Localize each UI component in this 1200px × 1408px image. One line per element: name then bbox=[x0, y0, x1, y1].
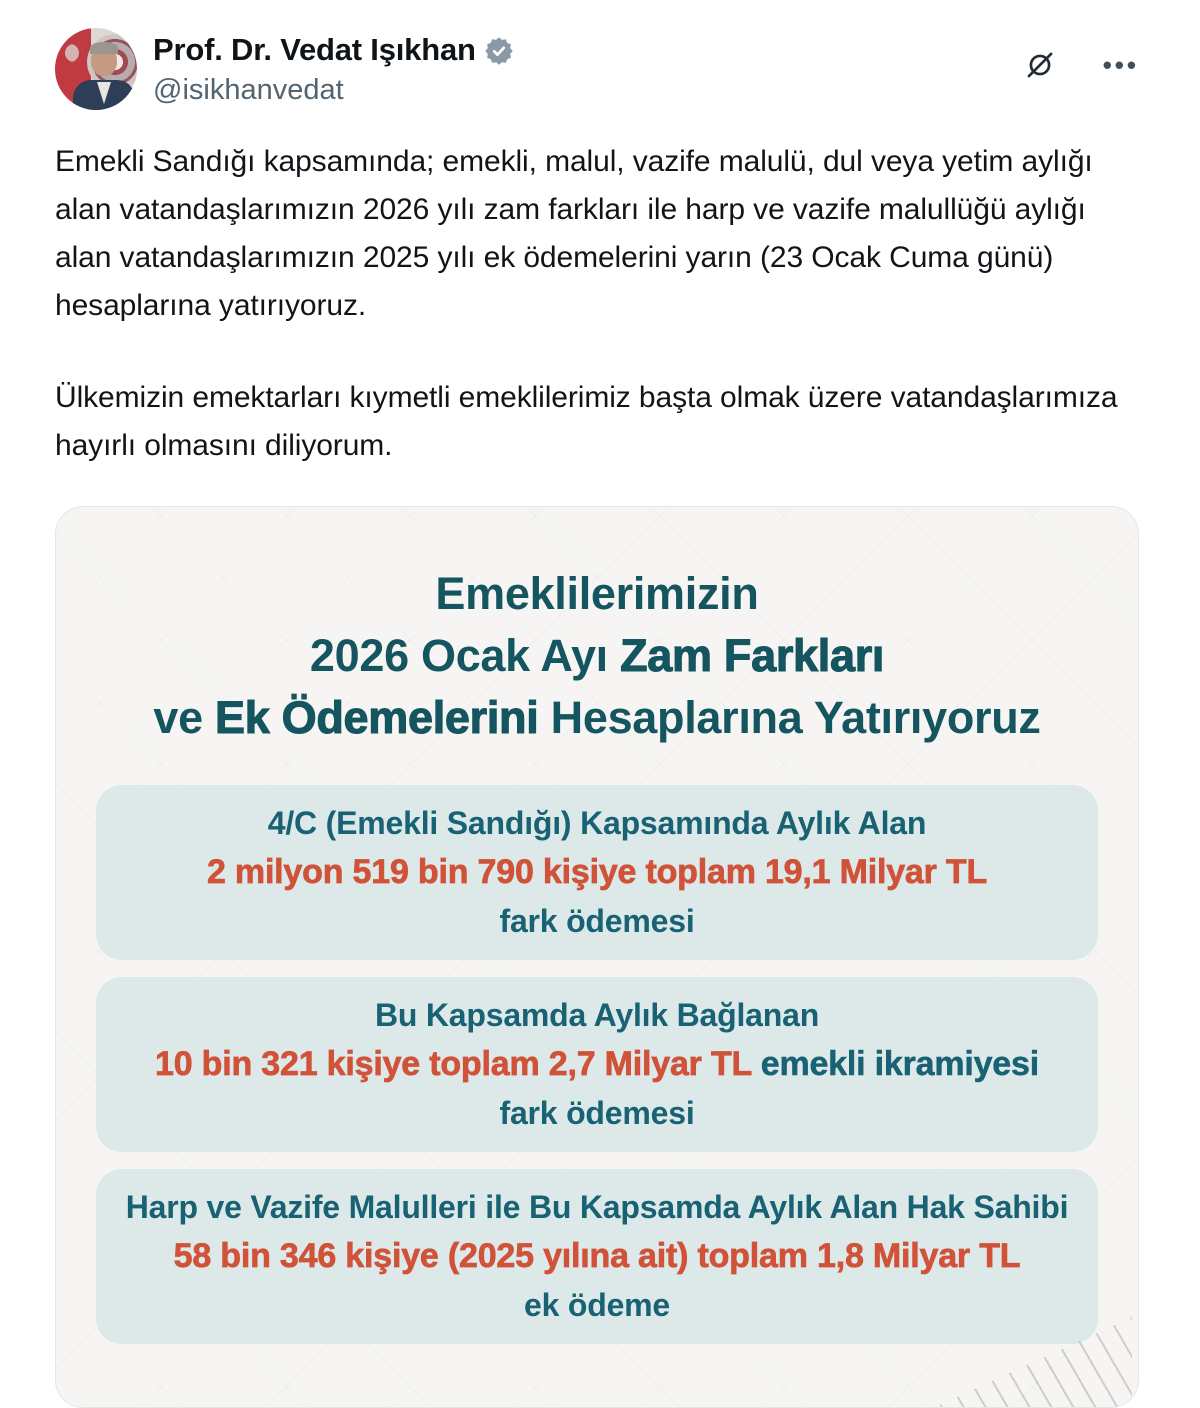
stat-heading: Harp ve Vazife Malulleri ile Bu Kapsamda Aylık Alan Hak Sahibi bbox=[125, 1189, 1069, 1225]
stat-highlight: 2 milyon 519 bin 790 kişiye toplam 19,1 Milyar TL bbox=[206, 853, 988, 891]
stat-suffix: emekli ikramiyesi bbox=[751, 1045, 1039, 1083]
stat-heading: 4/C (Emekli Sandığı) Kapsamında Aylık Alan bbox=[267, 805, 927, 841]
stat-footer: fark ödemesi bbox=[499, 1095, 695, 1131]
display-name[interactable]: Prof. Dr. Vedat Işıkhan bbox=[153, 32, 476, 67]
tweet-paragraph-2: Ülkemizin emektarları kıymetli emeklilerimiz başta olmak üzere vatandaşlarımıza hayırlı olmasını diliyorum. bbox=[55, 381, 1118, 462]
stat-box-emekli-sandigi bbox=[96, 785, 1098, 960]
tweet-image-card[interactable] bbox=[55, 506, 1139, 1408]
verified-badge-icon bbox=[484, 36, 514, 66]
tweet-header bbox=[55, 28, 1145, 110]
header-actions bbox=[1019, 44, 1143, 86]
stat-heading: Bu Kapsamda Aylık Bağlanan bbox=[374, 997, 820, 1033]
avatar-person bbox=[91, 46, 117, 76]
stat-box-harp-vazife bbox=[96, 1169, 1098, 1344]
card-title bbox=[56, 563, 1138, 749]
tweet-text bbox=[55, 138, 1145, 470]
card-title-line-1: Emeklilerimizin bbox=[435, 568, 759, 619]
stat-box-aylik-baglanan bbox=[96, 977, 1098, 1152]
card-title-line-3: ve Ek Ödemelerini Hesaplarına Yatırıyoruz bbox=[153, 692, 1041, 743]
stat-amount-line bbox=[122, 1040, 1072, 1089]
user-handle[interactable]: @isikhanvedat bbox=[153, 74, 344, 106]
stat-footer: fark ödemesi bbox=[499, 903, 695, 939]
stat-boxes bbox=[96, 785, 1098, 1344]
stat-footer: ek ödeme bbox=[523, 1287, 671, 1323]
stat-highlight: 58 bin 346 kişiye (2025 yılına ait) toplam 1,8 Milyar TL bbox=[173, 1237, 1021, 1275]
stat-amount-line bbox=[122, 848, 1072, 897]
more-options-icon[interactable]: ••• bbox=[1099, 44, 1143, 86]
grok-icon[interactable] bbox=[1019, 44, 1061, 86]
stat-highlight: 10 bin 321 kişiye toplam 2,7 Milyar TL bbox=[155, 1045, 752, 1083]
avatar-suit bbox=[73, 80, 135, 110]
card-title-line-2: 2026 Ocak Ayı Zam Farkları bbox=[309, 630, 885, 681]
identity-block bbox=[153, 28, 514, 107]
tweet-paragraph-1: Emekli Sandığı kapsamında; emekli, malul, vazife malulü, dul veya yetim aylığı alan vatandaşlarımızın 2026 yılı zam farkları ile harp ve vazife malullüğü aylığı alan vatandaşlarımızın 2025 yılı ek ödemelerini yarın (23 Ocak Cuma günü) hesaplarına yatırıyoruz. bbox=[55, 145, 1093, 322]
avatar[interactable] bbox=[55, 28, 137, 110]
stat-amount-line bbox=[122, 1232, 1072, 1281]
